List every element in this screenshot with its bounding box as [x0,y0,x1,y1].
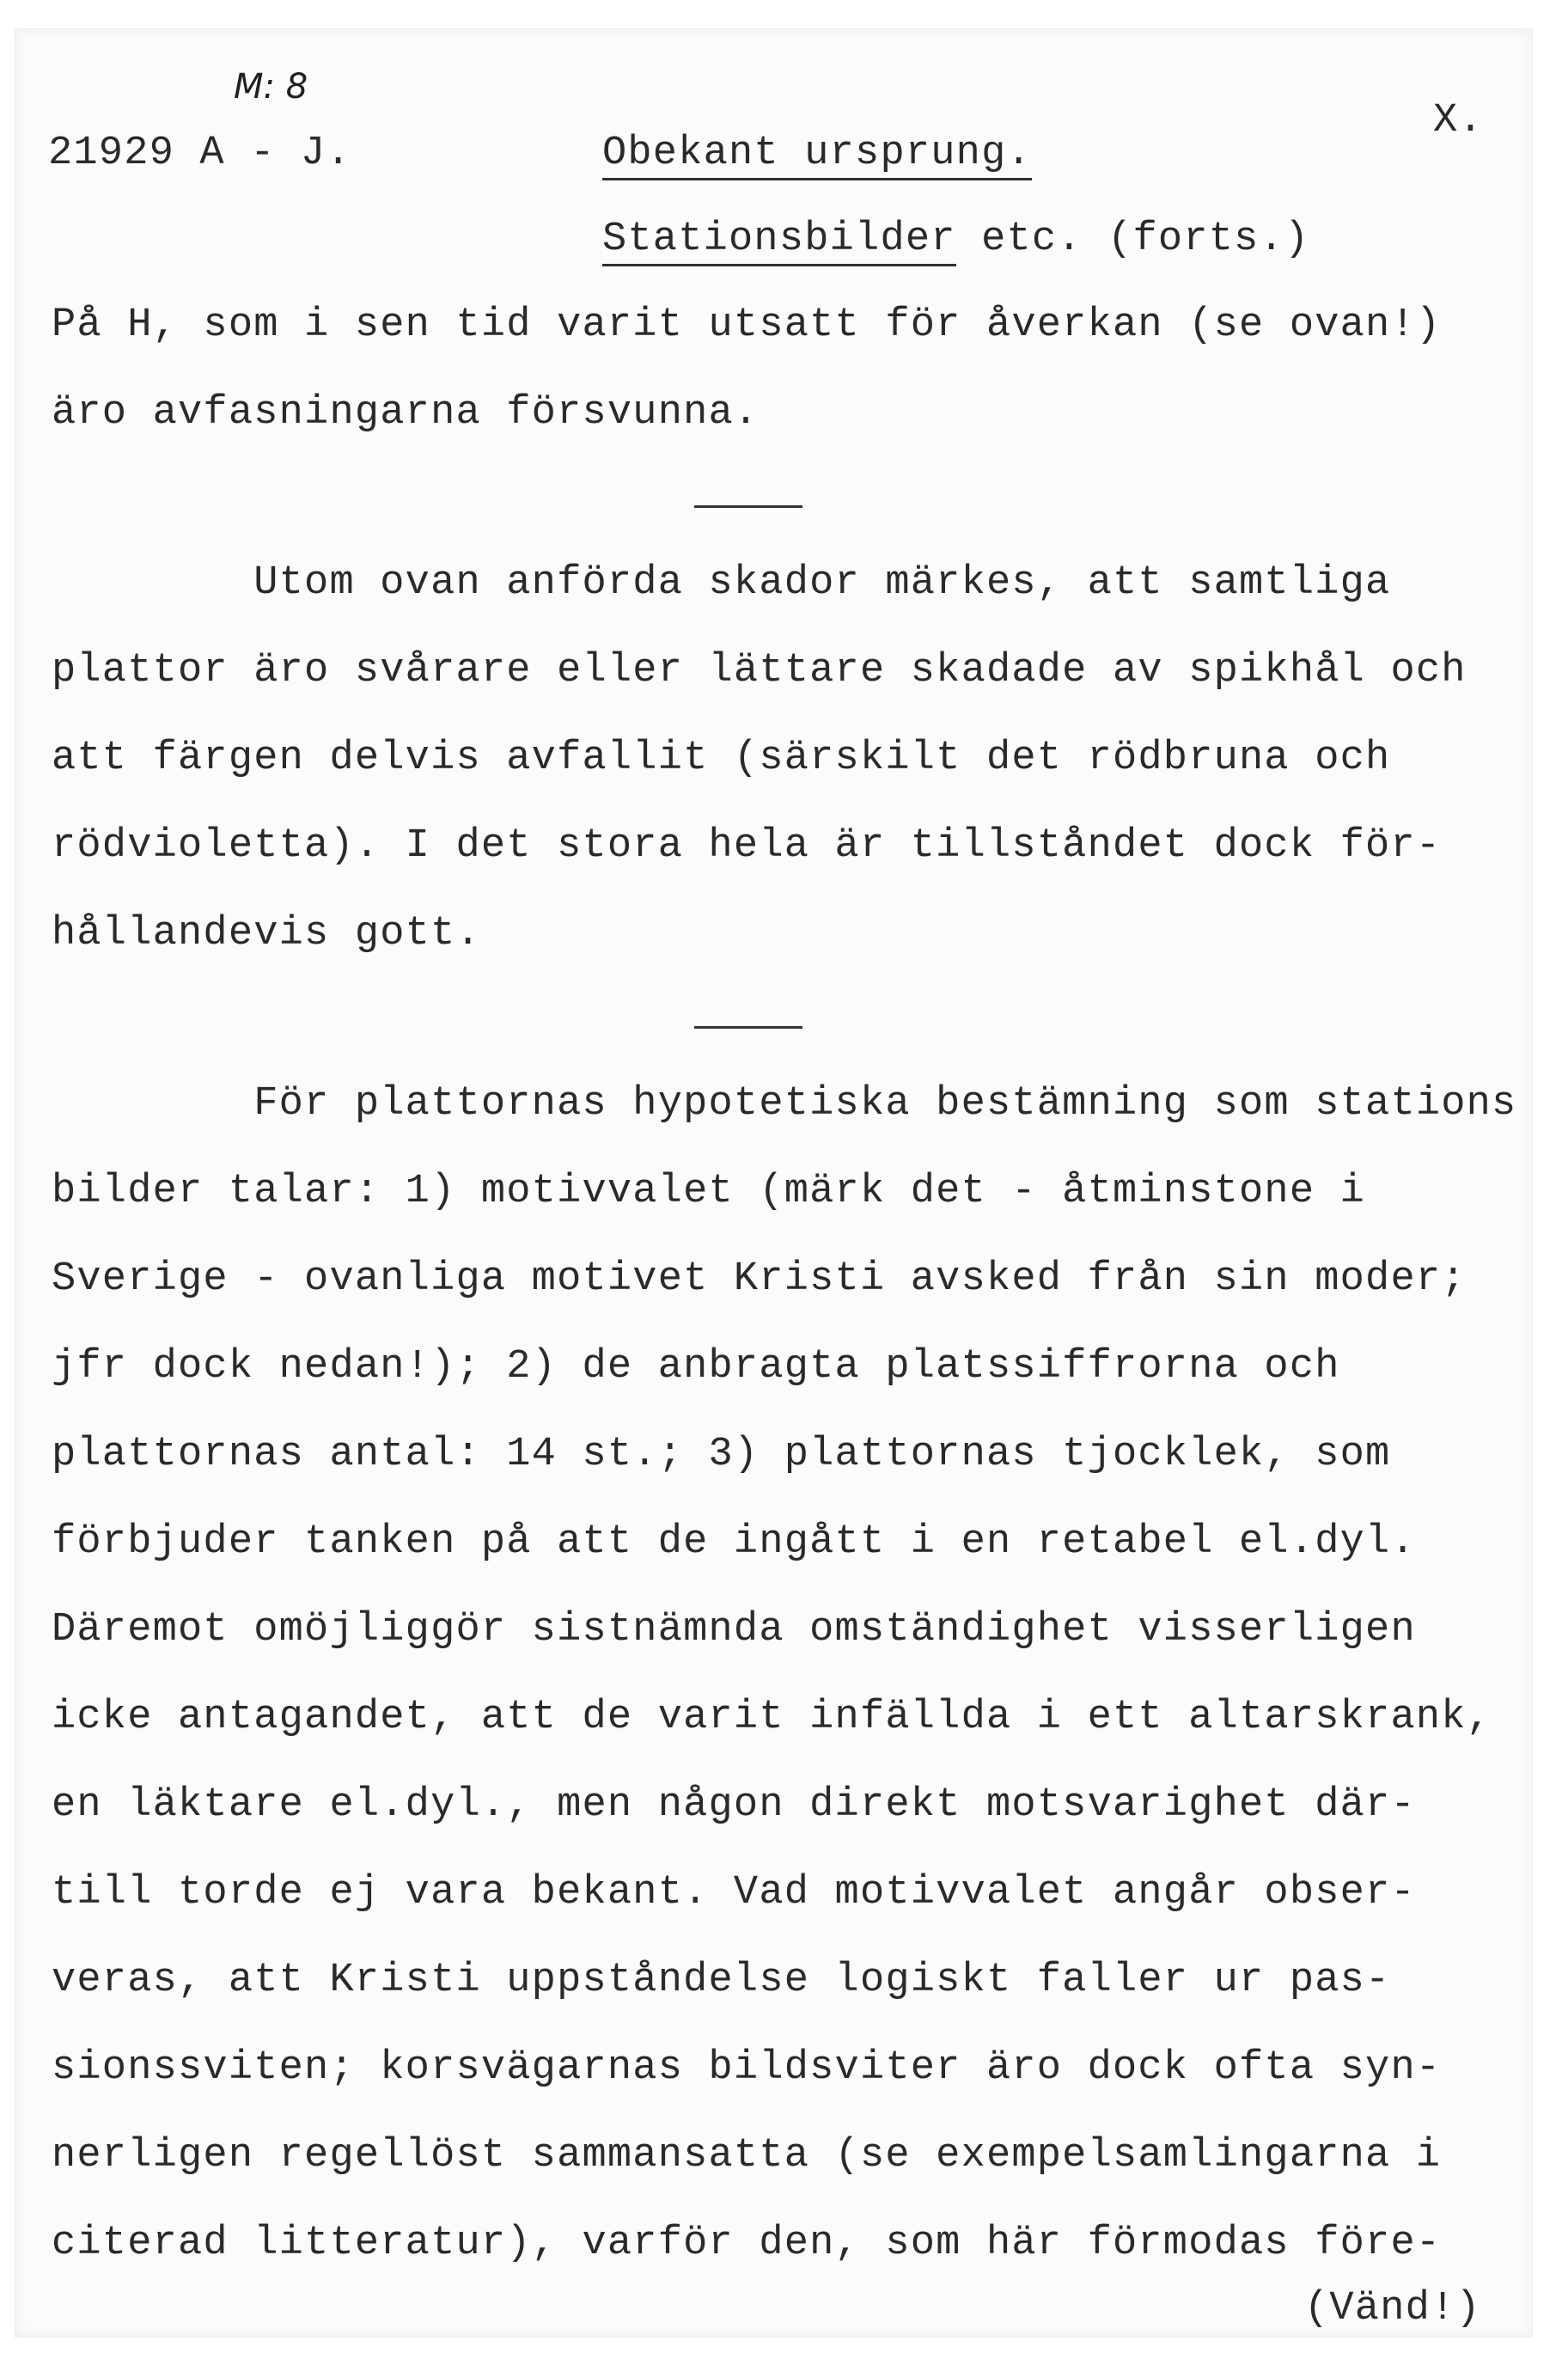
text-line: icke antagandet, att de varit infällda i ett altarskrank, [52,1695,1492,1740]
document-title: Obekant ursprung. [602,131,1032,180]
text-line: nerligen regellöst sammansatta (se exempelsamlingarna i [52,2133,1442,2179]
text-line: äro avfasningarna försvunna. [52,390,760,436]
text-line: jfr dock nedan!); 2) de anbragta platssiffrorna och [52,1344,1340,1390]
text-line: plattornas antal: 14 st.; 3) plattornas tjocklek, som [52,1432,1391,1477]
text-line: citerad litteratur), varför den, som här förmodas före- [52,2221,1442,2266]
text-line: plattor äro svårare eller lättare skadade av spikhål och [52,648,1467,694]
text-line: en läktare el.dyl., men någon direkt motsvarighet där- [52,1782,1416,1828]
text-line: För plattornas hypotetiska bestämning som stations [52,1081,1517,1127]
text-line: sionssviten; korsvägarnas bildsviter äro dock ofta syn- [52,2045,1442,2091]
text-line: På H, som i sen tid varit utsatt för åverkan (se ovan!) [52,303,1442,348]
text-line: Utom ovan anförda skador märkes, att samtliga [52,560,1391,606]
text-line: bilder talar: 1) motivvalet (märk det - åtminstone i [52,1169,1366,1214]
document-subtitle [602,217,1309,262]
subtitle-underlined: Stationsbilder [602,217,956,266]
text-line: Däremot omöjliggör sistnämnda omständighet visserligen [52,1607,1416,1653]
text-line: hållandevis gott. [52,911,481,956]
text-line: rödvioletta). I det stora hela är tillståndet dock för- [52,823,1442,869]
section-divider [694,1026,802,1029]
page-marker: X. [1433,98,1484,144]
section-divider [694,505,802,508]
index-card [15,29,1532,2337]
turn-over-note: (Vänd!) [1304,2286,1481,2331]
text-line: förbjuder tanken på att de ingått i en retabel el.dyl. [52,1519,1416,1565]
handwritten-reference: M: 8 [234,67,308,107]
text-line: Sverige - ovanliga motivet Kristi avsked från sin moder; [52,1256,1467,1302]
text-line: till torde ej vara bekant. Vad motivvalet angår obser- [52,1870,1416,1916]
text-line: veras, att Kristi uppståndelse logiskt faller ur pas- [52,1958,1391,2003]
text-line: att färgen delvis avfallit (särskilt det rödbruna och [52,736,1391,781]
catalog-number: 21929 A - J. [48,131,351,176]
subtitle-rest: etc. (forts.) [955,217,1310,262]
